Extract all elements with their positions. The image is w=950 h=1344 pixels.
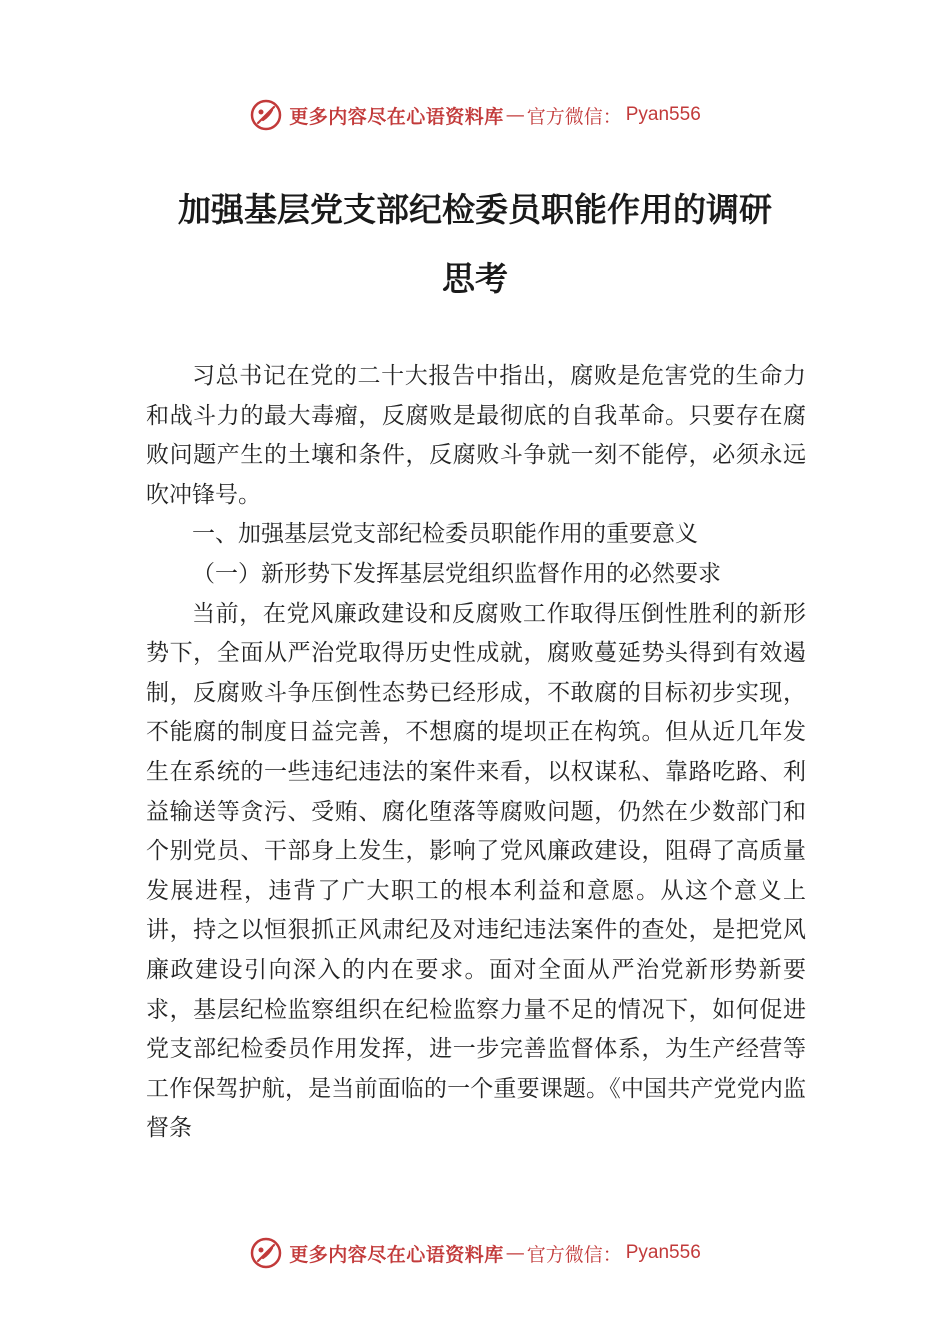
banner-separator: — <box>505 1242 525 1264</box>
footer-banner <box>0 1233 950 1273</box>
logo-icon <box>249 1236 283 1270</box>
document-body <box>146 357 806 1149</box>
paragraph-intro: 习总书记在党的二十大报告中指出，腐败是危害党的生命力和战斗力的最大毒瘤，反腐败是最彻底的自我革命。只要存在腐败问题产生的土壤和条件，反腐败斗争就一刻不能停，必须永远吹冲锋号。 <box>146 363 806 508</box>
document-title-line2: 思考 <box>442 259 508 298</box>
section-heading: 一、加强基层党支部纪检委员职能作用的重要意义 <box>192 521 698 548</box>
subsection-heading: （一）新形势下发挥基层党组织监督作用的必然要求 <box>192 560 721 587</box>
banner-text: 更多内容尽在心语资料库 <box>289 105 504 128</box>
banner-wechat-id: Pyan556 <box>625 1242 701 1263</box>
banner-wechat-label: 官方微信： <box>526 105 622 128</box>
paragraph-main: 当前，在党风廉政建设和反腐败工作取得压倒性胜利的新形势下，全面从严治党取得历史性成就，腐败蔓延势头得到有效遏制，反腐败斗争压倒性态势已经形成，不敢腐的目标初步实现，不能腐的制度日益完善，不想腐的堤坝正在构筑。但从近几年发生在系统的一些违纪违法的案件来看，以权谋私、靠路吃路、利益输送等贪污、受贿、腐化堕落等腐败问题，仍然在少数部门和个别党员、干部身上发生，影响了党风廉政建设，阻碍了高质量发展进程，违背了广大职工的根本利益和意愿。从这个意义上讲，持之以恒狠抓正风肃纪及对违纪违法案件的查处，是把党风廉政建设引向深入的内在要求。面对全面从严治党新形势新要求，基层纪检监察组织在纪检监察力量不足的情况下，如何促进党支部纪检委员作用发挥，进一步完善监督体系，为生产经营等工作保驾护航，是当前面临的一个重要课题。《中国共产党党内监督条 <box>146 600 806 1142</box>
banner-wechat-label: 官方微信： <box>526 1243 622 1266</box>
logo-icon <box>249 98 283 132</box>
banner-wechat-id: Pyan556 <box>625 104 701 125</box>
banner-separator: — <box>505 104 525 126</box>
document-title-line1: 加强基层党支部纪检委员职能作用的调研 <box>178 190 772 229</box>
header-banner <box>0 95 950 135</box>
banner-text: 更多内容尽在心语资料库 <box>289 1243 504 1266</box>
